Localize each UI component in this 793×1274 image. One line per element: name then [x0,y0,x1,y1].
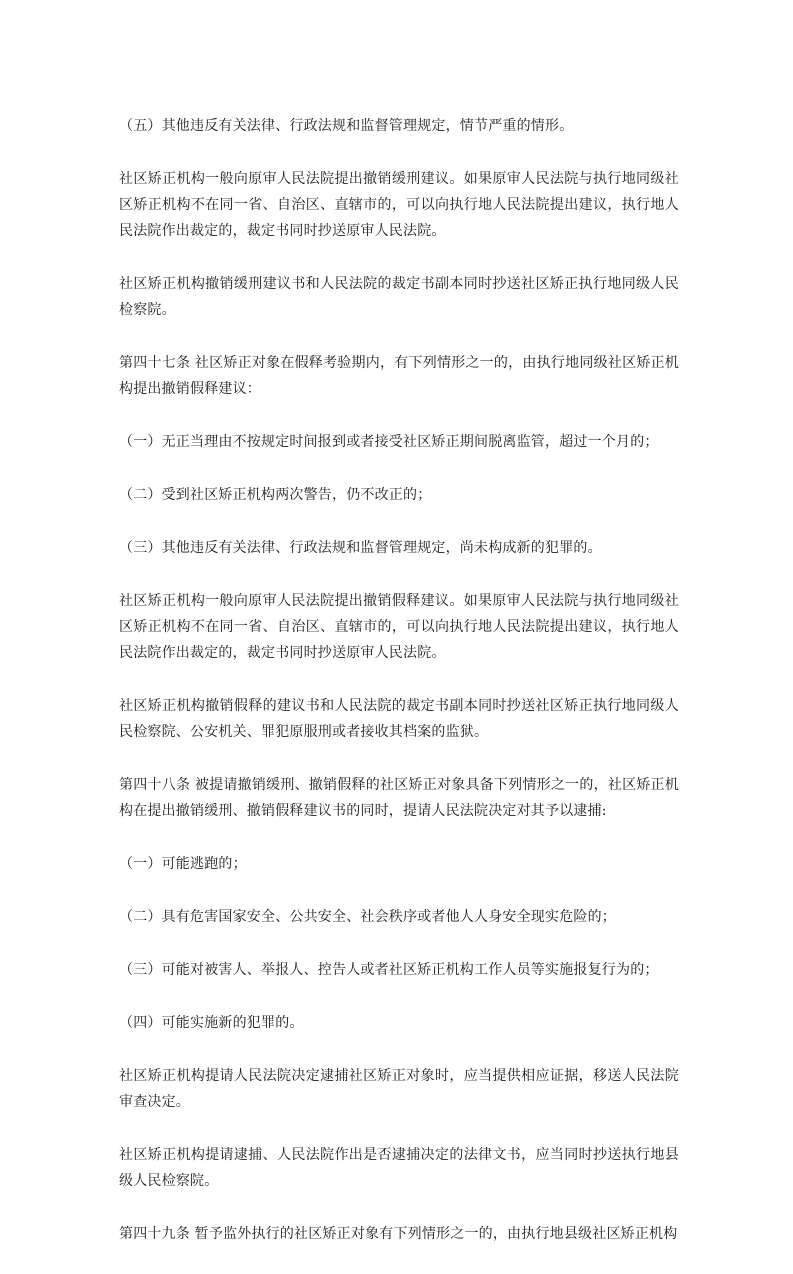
article-48-heading: 第四十八条 被提请撤销缓刑、撤销假释的社区矫正对象具备下列情形之一的，社区矫正机构在提出撤销缓刑、撤销假释建议书的同时，提请人民法院决定对其予以逮捕: [119,777,679,819]
paragraph-14: （四）可能实施新的犯罪的。 [119,1015,304,1031]
paragraph-12: （二）具有危害国家安全、公共安全、社会秩序或者他人人身安全现实危险的； [119,909,616,925]
paragraph-3: 社区矫正机构撤销缓刑建议书和人民法院的裁定书副本同时抄送社区矫正执行地同级人民检察院。 [119,276,679,318]
article-47-heading: 第四十七条 社区矫正对象在假释考验期内，有下列情形之一的，由执行地同级社区矫正机构提出撤销假释建议： [119,355,679,397]
article-49-heading: 第四十九条 暂予监外执行的社区矫正对象有下列情形之一的，由执行地县级社区矫正机构 [119,1226,678,1242]
paragraph-7: （三）其他违反有关法律、行政法规和监督管理规定，尚未构成新的犯罪的。 [119,540,602,556]
paragraph-6: （二）受到社区矫正机构两次警告，仍不改正的； [119,487,432,503]
paragraph-15: 社区矫正机构提请人民法院决定逮捕社区矫正对象时，应当提供相应证据，移送人民法院审查决定。 [119,1068,679,1110]
paragraph-5: （一）无正当理由不按规定时间报到或者接受社区矫正期间脱离监管，超过一个月的； [119,434,659,450]
paragraph-9: 社区矫正机构撤销假释的建议书和人民法院的裁定书副本同时抄送社区矫正执行地同级人民检察院、公安机关、罪犯原服刑或者接收其档案的监狱。 [119,698,679,740]
paragraph-2: 社区矫正机构一般向原审人民法院提出撤销缓刑建议。如果原审人民法院与执行地同级社区矫正机构不在同一省、自治区、直辖市的，可以向执行地人民法院提出建议，执行地人民法院作出裁定的，裁定书同时抄送原审人民法院。 [119,171,679,239]
paragraph-11: （一）可能逃跑的； [119,856,247,872]
paragraph-13: （三）可能对被害人、举报人、控告人或者社区矫正机构工作人员等实施报复行为的； [119,962,659,978]
document-body [119,113,679,1274]
paragraph-1: （五）其他违反有关法律、行政法规和监督管理规定，情节严重的情形。 [119,118,574,134]
paragraph-16: 社区矫正机构提请逮捕、人民法院作出是否逮捕决定的法律文书，应当同时抄送执行地县级人民检察院。 [119,1147,679,1189]
paragraph-8: 社区矫正机构一般向原审人民法院提出撤销假释建议。如果原审人民法院与执行地同级社区矫正机构不在同一省、自治区、直辖市的，可以向执行地人民法院提出建议，执行地人民法院作出裁定的，裁定书同时抄送原审人民法院。 [119,593,679,661]
